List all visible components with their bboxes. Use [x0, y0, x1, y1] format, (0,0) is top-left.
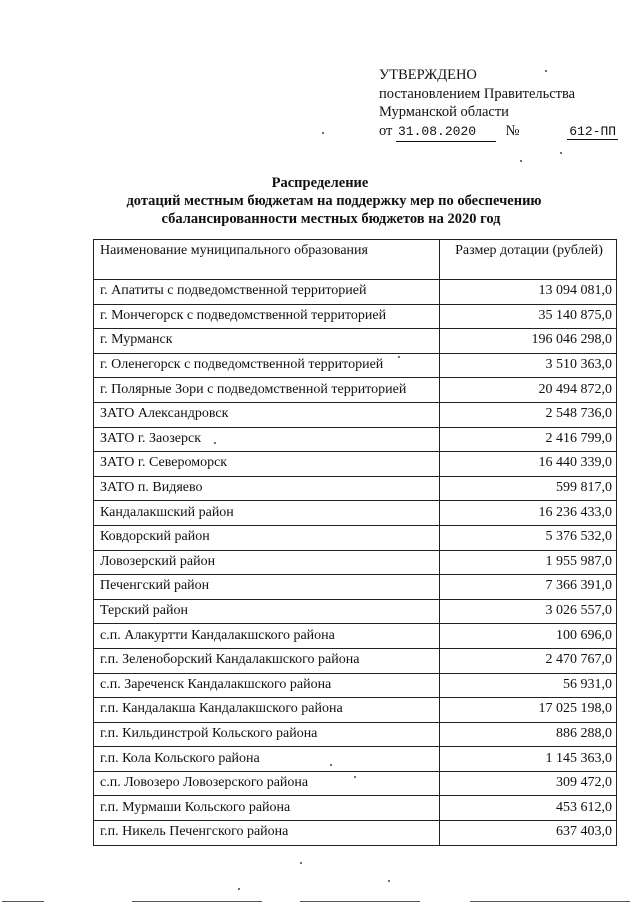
table-row [94, 698, 617, 723]
municipality-name: Ловозерский район [94, 550, 440, 575]
table-row [94, 575, 617, 600]
subsidy-amount: 56 931,0 [440, 673, 617, 698]
subsidy-amount: 16 236 433,0 [440, 501, 617, 526]
municipality-name: ЗАТО п. Видяево [94, 476, 440, 501]
municipality-name: г.п. Кола Кольского района [94, 747, 440, 772]
subsidy-amount: 2 470 767,0 [440, 648, 617, 673]
title-line-3: сбалансированности местных бюджетов на 2020 год [161, 211, 501, 227]
municipality-name: ЗАТО г. Североморск [94, 452, 440, 477]
subsidy-amount: 5 376 532,0 [440, 525, 617, 550]
approval-block [379, 66, 618, 142]
document-title [0, 174, 640, 228]
title-line-1: Распределение [271, 175, 369, 191]
table-row [94, 280, 617, 305]
approval-date: 31.08.2020 [396, 123, 496, 143]
subsidy-amount: 1 145 363,0 [440, 747, 617, 772]
date-prefix: от [379, 122, 393, 139]
table-row [94, 648, 617, 673]
number-prefix: № [505, 122, 520, 139]
subsidy-amount: 100 696,0 [440, 624, 617, 649]
table-row [94, 722, 617, 747]
subsidy-amount: 17 025 198,0 [440, 698, 617, 723]
subsidy-amount: 7 366 391,0 [440, 575, 617, 600]
approval-region-line: Мурманской области [379, 104, 509, 120]
table-row [94, 624, 617, 649]
municipality-name: Терский район [94, 599, 440, 624]
scan-edge-left [2, 901, 44, 902]
municipality-name: г. Апатиты с подведомственной территорией [94, 280, 440, 305]
municipality-name: ЗАТО Александровск [94, 402, 440, 427]
table-row [94, 525, 617, 550]
scan-edge-mid2 [300, 901, 420, 902]
approval-number: 612-ПП [569, 123, 617, 139]
municipality-name: г.п. Никель Печенгского района [94, 821, 440, 846]
subsidy-amount: 1 955 987,0 [440, 550, 617, 575]
table-row [94, 476, 617, 501]
table-row [94, 599, 617, 624]
table-row [94, 353, 617, 378]
table-row [94, 378, 617, 403]
subsidy-table [93, 239, 617, 846]
table-header-row [94, 240, 617, 280]
municipality-name: с.п. Зареченск Кандалакшского района [94, 673, 440, 698]
subsidy-amount: 13 094 081,0 [440, 280, 617, 305]
table-row [94, 550, 617, 575]
municipality-name: г. Мурманск [94, 329, 440, 354]
table-row [94, 329, 617, 354]
table-row [94, 452, 617, 477]
subsidy-amount: 3 026 557,0 [440, 599, 617, 624]
table-row [94, 821, 617, 846]
subsidy-amount: 453 612,0 [440, 796, 617, 821]
table-row [94, 304, 617, 329]
scan-edge-mid [132, 901, 262, 902]
column-header-amount: Размер дотации (рублей) [440, 240, 617, 280]
column-header-name: Наименование муниципального образования [94, 240, 440, 280]
approval-heading: УТВЕРЖДЕНО [379, 67, 477, 83]
municipality-name: г.п. Кильдинстрой Кольского района [94, 722, 440, 747]
municipality-name: с.п. Алакуртти Кандалакшского района [94, 624, 440, 649]
municipality-name: г. Оленегорск с подведомственной территорией [94, 353, 440, 378]
municipality-name: с.п. Ловозеро Ловозерского района [94, 771, 440, 796]
table-row [94, 796, 617, 821]
municipality-name: Печенгский район [94, 575, 440, 600]
municipality-name: г.п. Кандалакша Кандалакшского района [94, 698, 440, 723]
subsidy-amount: 599 817,0 [440, 476, 617, 501]
municipality-name: Ковдорский район [94, 525, 440, 550]
subsidy-amount: 886 288,0 [440, 722, 617, 747]
subsidy-amount: 3 510 363,0 [440, 353, 617, 378]
subsidy-amount: 637 403,0 [440, 821, 617, 846]
subsidy-amount: 196 046 298,0 [440, 329, 617, 354]
municipality-name: Кандалакшский район [94, 501, 440, 526]
municipality-name: г. Мончегорск с подведомственной территорией [94, 304, 440, 329]
table-row [94, 402, 617, 427]
table-row [94, 501, 617, 526]
subsidy-amount: 35 140 875,0 [440, 304, 617, 329]
table-body [94, 280, 617, 846]
scan-edge-right [470, 901, 630, 902]
table-row [94, 427, 617, 452]
subsidy-amount: 2 416 799,0 [440, 427, 617, 452]
subsidy-amount: 2 548 736,0 [440, 402, 617, 427]
approval-resolution-line: постановлением Правительства [379, 85, 576, 102]
municipality-name: ЗАТО г. Заозерск [94, 427, 440, 452]
table-row [94, 673, 617, 698]
subsidy-amount: 20 494 872,0 [440, 378, 617, 403]
subsidy-amount: 16 440 339,0 [440, 452, 617, 477]
title-line-2: дотаций местным бюджетам на поддержку мер по обеспечению [126, 193, 542, 209]
approval-date-line [379, 122, 618, 143]
municipality-name: г.п. Зеленоборский Кандалакшского района [94, 648, 440, 673]
subsidy-amount: 309 472,0 [440, 771, 617, 796]
municipality-name: г. Полярные Зори с подведомственной территорией [94, 378, 440, 403]
municipality-name: г.п. Мурмаши Кольского района [94, 796, 440, 821]
table-row [94, 747, 617, 772]
